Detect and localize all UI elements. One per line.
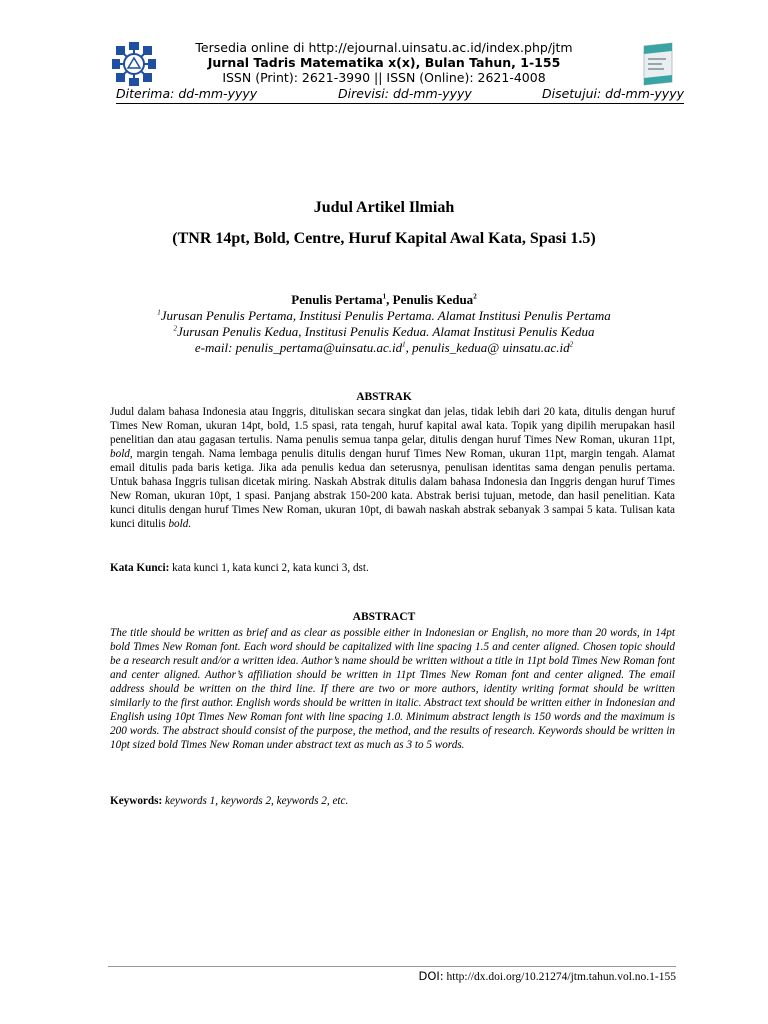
abstrak-body: Judul dalam bahasa Indonesia atau Inggris, dituliskan secara singkat dan jelas, tidak lebih dari 20 kata, ditulis dengan huruf Times New Roman, ukuran 14pt, bold, 1.5 spasi, rata tengah, huruf kapital awal kata. Topik yang dipilih merupakan hasil penelitian dan atau gagasan tertulis. Nama penulis semua tanpa gelar, ditulis dengan huruf Times New Roman, ukuran 11pt, bold, margin tengah. Nama lembaga penulis ditulis dengan huruf Times New Roman, ukuran 11pt, margin tengah. Alamat email ditulis pada baris ketiga. Jika ada penulis kedua dan seterusnya, penulisan identitas sama dengan penulis pertama. Untuk bahasa Inggris tulisan dicetak miring. Naskah Abstrak ditulis dalam bahasa Indonesia dan Inggris dengan huruf Times New Roman, ukuran 10pt, 1 spasi. Panjang abstrak 150-200 kata. Abstrak berisi tujuan, metode, dan hasil penelitian. Kata kunci ditulis dengan huruf Times New Roman, ukuran 10pt, di bawah naskah abstrak sebanyak 3 sampai 5 kata. Tulisan kata kunci ditulis bold. <box>110 406 675 530</box>
abstract-keywords: Keywords: keywords 1, keywords 2, keywords 2, etc. <box>110 795 349 807</box>
affiliation-1: $^1$Jurusan Penulis Pertama, Institusi Penulis Pertama. Alamat Institusi Penulis Pertama <box>157 308 611 323</box>
abstract-body: The title should be written as brief and as clear as possible either in Indonesian or English, no more than 20 words, in 14pt bold Times New Roman font. Each word should be capitalized with line spacing 1.5 and center aligned. Chosen topic should be a research result and/or a written idea. Author’s name should be written without a title in 11pt bold Times New Roman font and center aligned. Author’s affiliation should be written in 11pt Times New Roman font and center aligned. The email address should be written on the third line. If there are two or more authors, identity writing format should be written similarly to the first author. English words should be written in italic. Abstract text should be written either in Indonesian and English using 10pt Times New Roman font with line spacing 1.0. Minimum abstract length is 150 words and the maximum is 200 words. The abstract should consist of the purpose, the method, and the results of research. Keywords should be written in 10pt sized bold Times New Roman under abstract text as much as 3 to 5 words. <box>110 627 675 751</box>
author-2: Penulis Kedua <box>392 292 474 307</box>
date-received: Diterima: dd-mm-yyyy <box>116 86 258 101</box>
author-1: Penulis Pertama <box>291 292 383 307</box>
review-dates <box>116 86 684 102</box>
footer-rule <box>108 966 676 967</box>
header-issn: ISSN (Print): 2621-3990 || ISSN (Online): 2621-4008 <box>222 70 546 85</box>
date-approved: Disetujui: dd-mm-yyyy <box>541 86 684 101</box>
doi-line <box>418 969 676 983</box>
affiliation-2: $^2$Jurusan Penulis Kedua, Institusi Penulis Kedua. Alamat Institusi Penulis Kedua <box>173 324 595 339</box>
header-rule <box>116 103 684 104</box>
abstract-heading: ABSTRACT <box>352 611 416 623</box>
article-title-note: (TNR 14pt, Bold, Centre, Huruf Kapital Awal Kata, Spasi 1.5) <box>172 230 596 247</box>
header-journal-name: Jurnal Tadris Matematika x(x), Bulan Tahun, 1-155 <box>207 55 561 70</box>
author-names: Penulis Pertama$^1$, Penulis Kedua$^2$ <box>291 292 477 307</box>
abstrak-keywords: Kata Kunci: kata kunci 1, kata kunci 2, kata kunci 3, dst. <box>110 562 369 574</box>
doi-link[interactable]: http://dx.doi.org/10.21274/jtm.tahun.vol.no.1-155 <box>443 971 676 983</box>
journal-cover-icon <box>638 42 678 86</box>
abstrak-heading: ABSTRAK <box>356 391 412 403</box>
doi-label: DOI: <box>418 969 444 983</box>
header-availability: Tersedia online di http://ejournal.uinsatu.ac.id/index.php/jtm <box>195 40 573 55</box>
article-title: Judul Artikel Ilmiah <box>313 199 455 216</box>
author-emails: e-mail: $penulis\_pertama@uinsatu.ac.id^1$, penulis_kedua@ $uinsatu.ac.id^2$ <box>194 340 574 355</box>
date-revised: Direvisi: dd-mm-yyyy <box>338 86 472 101</box>
